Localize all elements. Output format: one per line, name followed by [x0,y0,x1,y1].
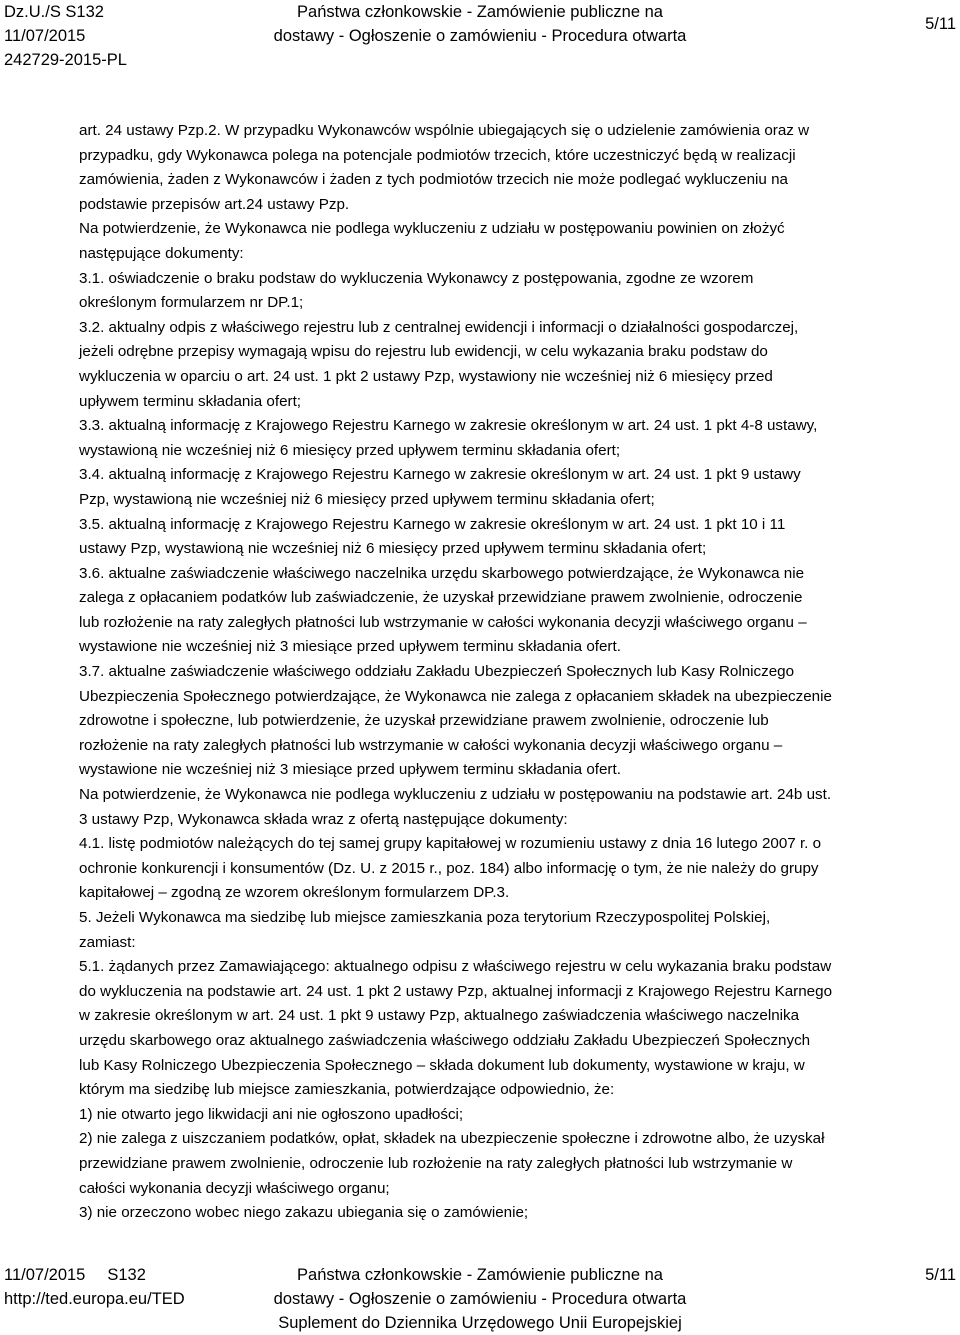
body-text-line: 3.3. aktualną informację z Krajowego Rejestru Karnego w zakresie określonym w art. 24 ust. 1 pkt 4-8 ustawy, [79,417,818,435]
body-text-line: zdrowotne i społeczne, lub potwierdzenie, że uzyskał przewidziane prawem zwolnienie, odroczenie lub [79,712,769,730]
body-text-line: 5. Jeżeli Wykonawca ma siedzibę lub miejsce zamieszkania poza terytorium Rzeczypospolitej Polskiej, [79,909,771,926]
header-title-line: dostawy - Ogłoszenie o zamówieniu - Procedura otwarta [273,27,687,45]
body-text-line: jeżeli odrębne przepisy wymagają wpisu do rejestru lub ewidencji, w celu wykazania braku podstaw do [79,343,768,361]
body-text-line: kapitałowej – zgodną ze wzorem określonym formularzem DP.3. [79,884,510,902]
footer-issue: S132 [107,1266,146,1284]
body-text-line: lub rozłożenie na raty zaległych płatności lub wstrzymanie w całości wykonania decyzji właściwego organu – [79,613,807,631]
header-title [0,0,960,48]
body-text-line: określonym formularzem nr DP.1; [79,294,304,312]
body-text-line: 5.1. żądanych przez Zamawiającego: aktualnego odpisu z właściwego rejestru w celu wykazania braku podstaw [79,958,832,976]
body-text-line: 3.5. aktualną informację z Krajowego Rejestru Karnego w zakresie określonym w art. 24 ust. 1 pkt 10 i 11 [79,515,786,533]
notice-number: 242729-2015-PL [4,51,127,69]
publication-date: 11/07/2015 [4,27,86,45]
body-text-line: wystawioną nie wcześniej niż 6 miesięcy przed upływem terminu składania ofert; [79,441,621,459]
footer-url: http://ted.europa.eu/TED [4,1290,185,1308]
footer-title-line: dostawy - Ogłoszenie o zamówieniu - Procedura otwarta [273,1290,687,1308]
body-text-line: 3.4. aktualną informację z Krajowego Rejestru Karnego w zakresie określonym w art. 24 ust. 1 pkt 9 ustawy [79,466,801,484]
body-text-line: zamówienia, żaden z Wykonawców i żaden z tych podmiotów trzecich nie może podlegać wykluczeniu na [79,171,788,189]
body-text-line: Ubezpieczenia Społecznego potwierdzające, że Wykonawca nie zalega z opłacaniem składek na ubezpieczenie [79,687,832,705]
body-text-line: 1) nie otwarto jego likwidacji ani nie ogłoszono upadłości; [79,1105,464,1123]
footer-page-number: 5/11 [925,1266,956,1284]
body-text-line: w zakresie określonym w art. 24 ust. 1 pkt 9 ustawy Pzp, aktualnego zaświadczenia właściwego naczelnika [79,1007,800,1025]
header-page-number: 5/11 [925,15,956,33]
body-text-line: ustawy Pzp, wystawioną nie wcześniej niż 6 miesięcy przed upływem terminu składania ofert; [79,540,707,558]
body-text-line: 3 ustawy Pzp, Wykonawca składa wraz z ofertą następujące dokumenty: [79,810,568,828]
document-body [79,119,959,1226]
body-text-line: urzędu skarbowego oraz aktualnego zaświadczenia właściwego oddziału Zakładu Ubezpieczeń Społecznych [79,1031,811,1049]
body-text-line: do wykluczenia na podstawie art. 24 ust. 1 pkt 2 ustawy Pzp, aktualnej informacji z Krajowego Rejestru Karnego [79,982,833,1000]
body-text-line: ochronie konkurencji i konsumentów (Dz. U. z 2015 r., poz. 184) albo informację o tym, że nie należy do grupy [79,859,819,877]
body-text-line: podstawie przepisów art.24 ustawy Pzp. [79,195,350,213]
journal-reference: Dz.U./S S132 [4,3,104,21]
body-text-line: zamiast: [79,933,136,951]
body-text-line: rozłożenie na raty zaległych płatności lub wstrzymanie w całości wykonania decyzji właściwego organu – [79,736,783,754]
body-text-line: wystawione nie wcześniej niż 3 miesiące przed upływem terminu składania ofert. [79,638,621,656]
body-text-line: całości wykonania decyzji właściwego organu; [79,1179,390,1197]
footer-title-line: Państwa członkowskie - Zamówienie publiczne na [297,1266,663,1284]
footer-date: 11/07/2015 [4,1266,86,1284]
body-text-line: 4.1. listę podmiotów należących do tej samej grupy kapitałowej w rozumieniu ustawy z dnia 16 lutego 2007 r. o [79,835,822,853]
body-text-line: którym ma siedzibę lub miejsce zamieszkania, potwierdzające odpowiednio, że: [79,1081,615,1099]
body-text-line: Pzp, wystawioną nie wcześniej niż 6 miesięcy przed upływem terminu składania ofert; [79,490,655,508]
body-text-line: przewidziane prawem zwolnienie, odroczenie lub rozłożenie na raty zaległych płatności lub wstrzymanie w [79,1154,793,1172]
header-title-line: Państwa członkowskie - Zamówienie publiczne na [297,3,663,21]
body-text-line: 3.2. aktualny odpis z właściwego rejestru lub z centralnej ewidencji i informacji o działalności gospodarczej, [79,318,799,336]
body-text-line: przypadku, gdy Wykonawca polega na potencjale podmiotów trzecich, które uczestniczyć będą w realizacji [79,146,796,164]
body-text-line: 2) nie zalega z uiszczaniem podatków, opłat, składek na ubezpieczenie społeczne i zdrowotne albo, że uzyskał [79,1130,825,1148]
body-text-line: 3.1. oświadczenie o braku podstaw do wykluczenia Wykonawcy z postępowania, zgodne ze wzorem [79,269,754,287]
body-text-line: wykluczenia w oparciu o art. 24 ust. 1 pkt 2 ustawy Pzp, wystawiony nie wcześniej niż 6 miesięcy przed [79,367,773,385]
body-text-line: 3) nie orzeczono wobec niego zakazu ubiegania się o zamówienie; [79,1204,529,1222]
footer-supplement: Suplement do Dziennika Urzędowego Unii Europejskiej [278,1314,682,1332]
body-text-line: wystawione nie wcześniej niż 3 miesiące przed upływem terminu składania ofert. [79,761,621,779]
body-text-line: 3.7. aktualne zaświadczenie właściwego oddziału Zakładu Ubezpieczeń Społecznych lub Kasy Rolniczego [79,663,795,681]
body-text-line: zalega z opłacaniem podatków lub zaświadczenie, że uzyskał przewidziane prawem zwolnienie, odroczenie [79,589,803,607]
body-text-line: art. 24 ustawy Pzp.2. W przypadku Wykonawców wspólnie ubiegających się o udzielenie zamówienia oraz w [79,122,810,139]
footer-title [0,1263,960,1335]
body-text-line: upływem terminu składania ofert; [79,392,302,410]
body-text-line: Na potwierdzenie, że Wykonawca nie podlega wykluczeniu z udziału w postępowaniu na podstawie art. 24b ust. [79,786,832,804]
body-text-line: 3.6. aktualne zaświadczenie właściwego naczelnika urzędu skarbowego potwierdzające, że Wykonawca nie [79,564,805,582]
body-text-line: lub Kasy Rolniczego Ubezpieczenia Społecznego – składa dokument lub dokumenty, wystawione w kraju, w [79,1056,805,1074]
body-text-line: następujące dokumenty: [79,244,244,262]
body-text-line: Na potwierdzenie, że Wykonawca nie podlega wykluczeniu z udziału w postępowaniu powinien on złożyć [79,220,785,238]
